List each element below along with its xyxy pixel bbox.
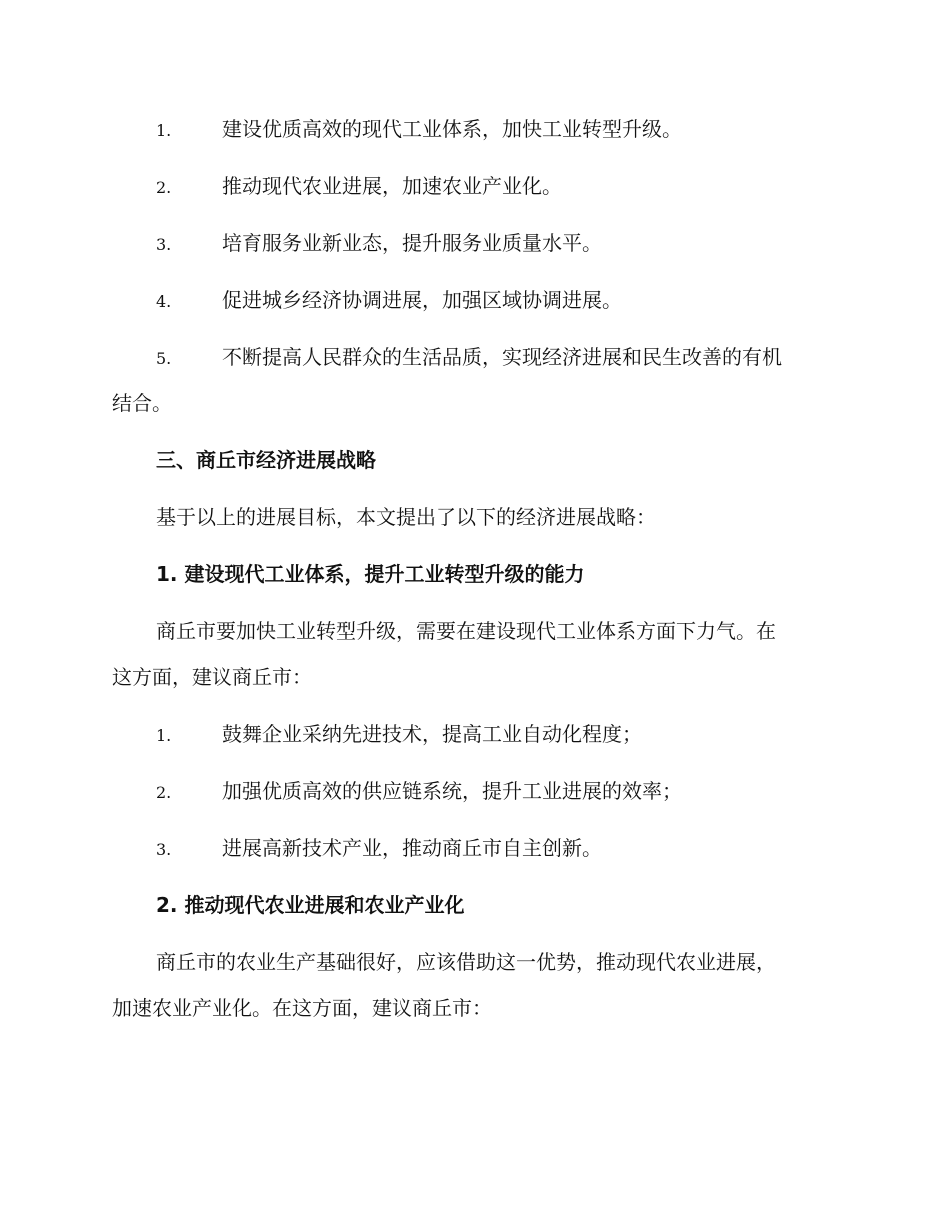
list-item (112, 106, 837, 152)
section-heading: 三、商丘市经济进展战略 (156, 448, 376, 472)
list-item (112, 334, 837, 426)
list-text: 鼓舞企业采纳先进技术，提高工业自动化程度； (222, 722, 642, 746)
document-body (112, 106, 837, 1031)
list-text: 促进城乡经济协调进展，加强区域协调进展。 (222, 288, 622, 312)
intro-paragraph: 基于以上的进展目标，本文提出了以下的经济进展战略： (156, 505, 656, 529)
strategy-2-paragraph (112, 939, 837, 1031)
list-item (112, 163, 837, 209)
list-number: 3. (156, 840, 172, 859)
list-text: 培育服务业新业态，提升服务业质量水平。 (222, 231, 602, 255)
list-number: 4. (156, 292, 172, 311)
list-text: 不断提高人民群众的生活品质，实现经济进展和民生改善的有机 (222, 345, 782, 369)
paragraph-line: 加速农业产业化。在这方面，建议商丘市： (112, 996, 492, 1020)
strategy-1-list (112, 711, 837, 871)
list-text: 加强优质高效的供应链系统，提升工业进展的效率； (222, 779, 682, 803)
list-text-continuation: 结合。 (112, 391, 172, 415)
list-text: 进展高新技术产业，推动商丘市自主创新。 (222, 836, 602, 860)
strategy-2-heading: 2. 推动现代农业进展和农业产业化 (156, 893, 465, 917)
list-item (112, 220, 837, 266)
strategy-1-paragraph (112, 608, 837, 700)
list-number: 2. (156, 783, 172, 802)
list-item (112, 277, 837, 323)
list-item (112, 768, 837, 814)
list-number: 3. (156, 235, 172, 254)
strategy-1-heading: 1. 建设现代工业体系，提升工业转型升级的能力 (156, 562, 585, 586)
list-number: 2. (156, 178, 172, 197)
list-item (112, 825, 837, 871)
list-number: 1. (156, 121, 172, 140)
goals-list (112, 106, 837, 426)
list-text: 建设优质高效的现代工业体系，加快工业转型升级。 (222, 117, 682, 141)
list-number: 1. (156, 726, 172, 745)
list-item (112, 711, 837, 757)
list-number: 5. (156, 349, 172, 368)
paragraph-line: 商丘市要加快工业转型升级，需要在建设现代工业体系方面下力气。在 (156, 619, 776, 643)
list-text: 推动现代农业进展，加速农业产业化。 (222, 174, 562, 198)
paragraph-line: 这方面，建议商丘市： (112, 665, 312, 689)
paragraph-line: 商丘市的农业生产基础很好，应该借助这一优势，推动现代农业进展， (156, 950, 776, 974)
